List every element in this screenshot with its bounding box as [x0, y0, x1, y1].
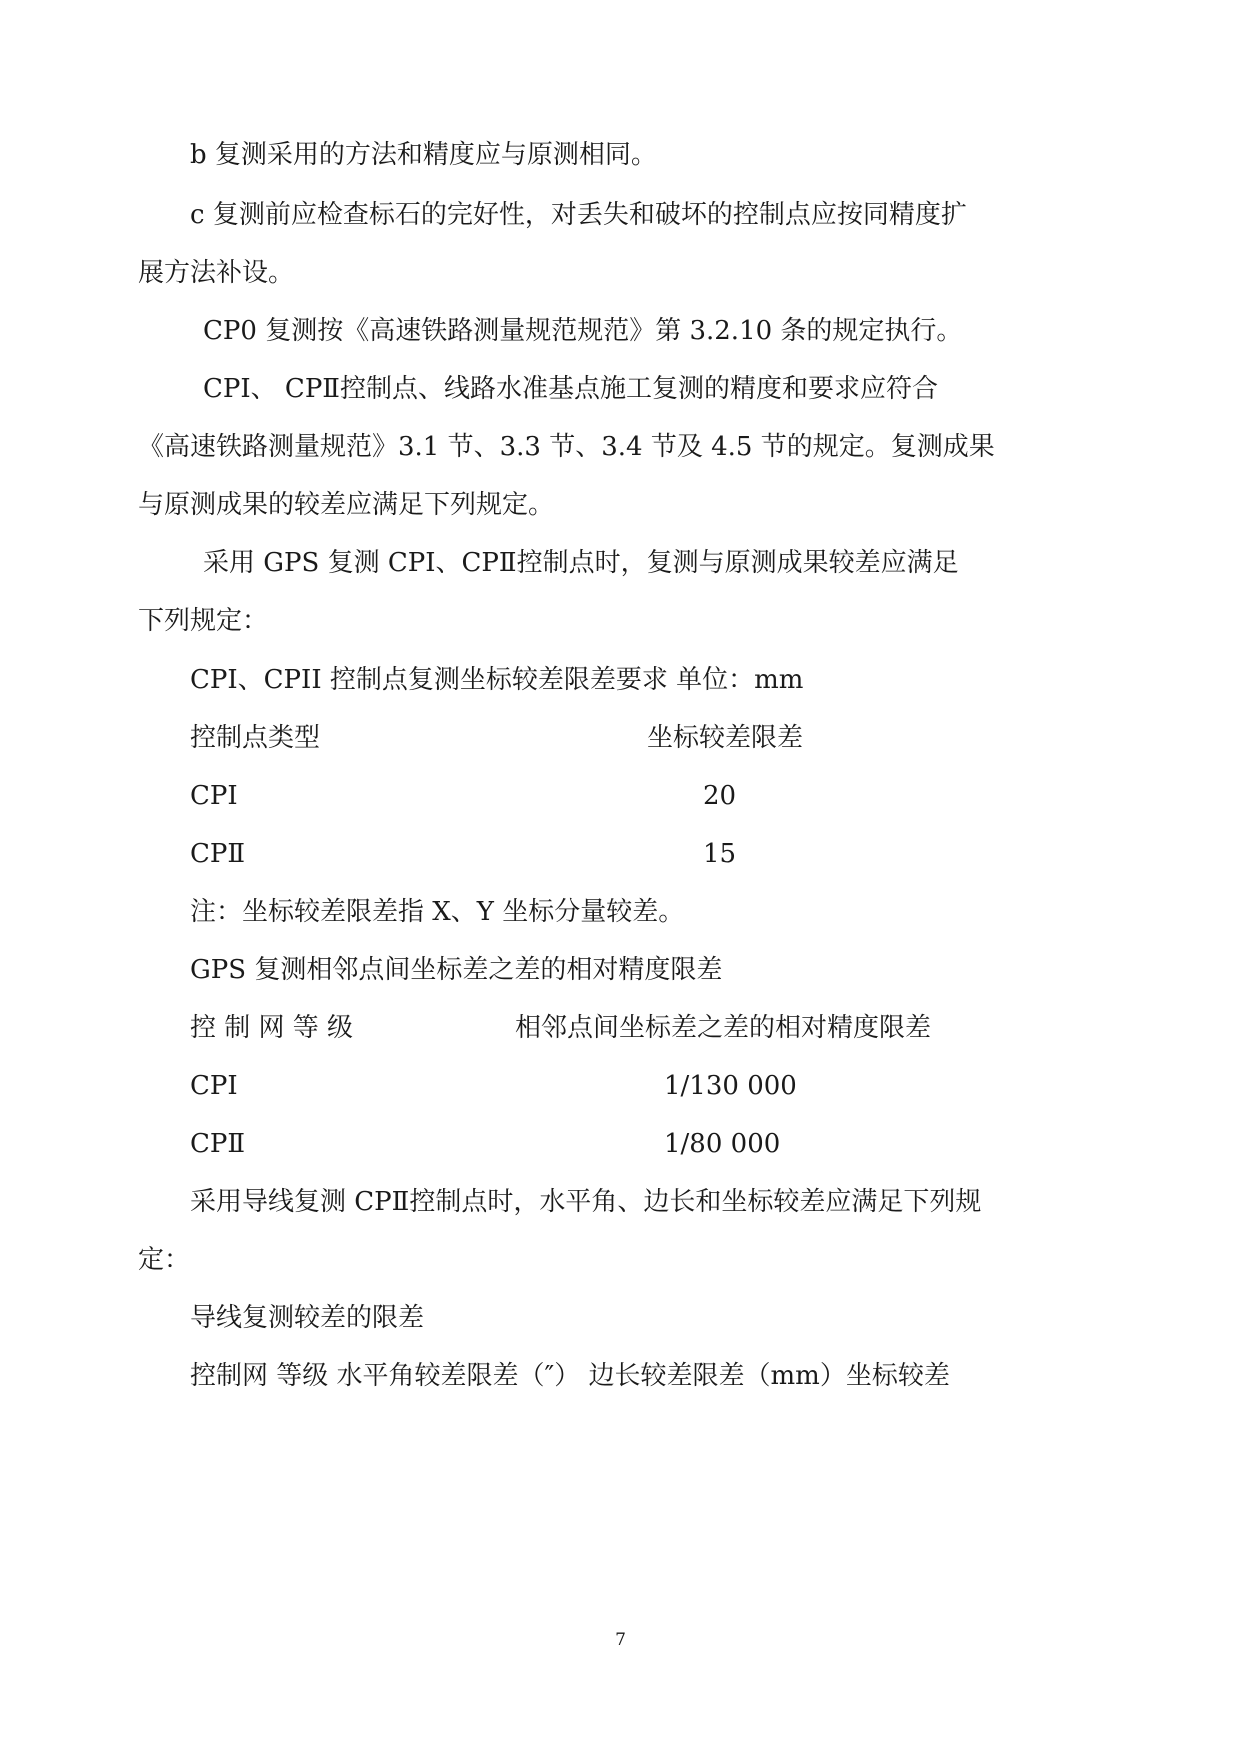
table1-header-type: 控制点类型 — [190, 723, 321, 753]
table2-title: GPS 复测相邻点间坐标差之差的相对精度限差 — [190, 955, 723, 985]
table2-header-grade: 控 制 网 等 级 — [190, 1013, 354, 1043]
paragraph-gps-line1: 采用 GPS 复测 CPⅠ、CPⅡ控制点时，复测与原测成果较差应满足 — [203, 548, 959, 578]
paragraph-gps-line2: 下列规定： — [138, 606, 269, 636]
paragraph-b: b 复测采用的方法和精度应与原测相同。 — [190, 140, 657, 170]
table1-row-cp2-name: CPⅡ — [190, 839, 246, 869]
paragraph-c-line2: 展方法补设。 — [138, 258, 295, 288]
paragraph-c-line1: c 复测前应检查标石的完好性，对丢失和破坏的控制点应按同精度扩 — [190, 200, 967, 230]
table1-note: 注：坐标较差限差指 X、Y 坐标分量较差。 — [190, 897, 685, 927]
paragraph-cp1-cp2-line2: 《高速铁路测量规范》3.1 节、3.3 节、3.4 节及 4.5 节的规定。复测成果 — [138, 432, 995, 462]
page-number: 7 — [615, 1630, 626, 1650]
table1-header-limit: 坐标较差限差 — [647, 723, 804, 753]
table3-title: 导线复测较差的限差 — [190, 1303, 425, 1333]
paragraph-cp0: CP0 复测按《高速铁路测量规范规范》第 3.2.10 条的规定执行。 — [203, 316, 963, 346]
table1-row-cp2-value: 15 — [703, 839, 737, 869]
table2-row-cp2-name: CPⅡ — [190, 1129, 246, 1159]
paragraph-traverse-line2: 定： — [138, 1245, 191, 1275]
paragraph-traverse-line1: 采用导线复测 CPⅡ控制点时，水平角、边长和坐标较差应满足下列规 — [190, 1187, 982, 1217]
table2-row-cp2-value: 1/80 000 — [664, 1129, 781, 1159]
table1-row-cp1-value: 20 — [703, 781, 737, 811]
table1-title: CPI、CPII 控制点复测坐标较差限差要求 单位：mm — [190, 665, 804, 695]
paragraph-cp1-cp2-line3: 与原测成果的较差应满足下列规定。 — [138, 490, 555, 520]
table3-header: 控制网 等级 水平角较差限差（″） 边长较差限差（mm）坐标较差 — [190, 1361, 950, 1391]
table2-row-cp1-value: 1/130 000 — [664, 1071, 797, 1101]
table2-row-cp1-name: CPⅠ — [190, 1071, 238, 1101]
table2-header-accuracy: 相邻点间坐标差之差的相对精度限差 — [515, 1013, 932, 1043]
table1-row-cp1-name: CPⅠ — [190, 781, 238, 811]
paragraph-cp1-cp2-line1: CPⅠ、 CPⅡ控制点、线路水准基点施工复测的精度和要求应符合 — [203, 374, 938, 404]
